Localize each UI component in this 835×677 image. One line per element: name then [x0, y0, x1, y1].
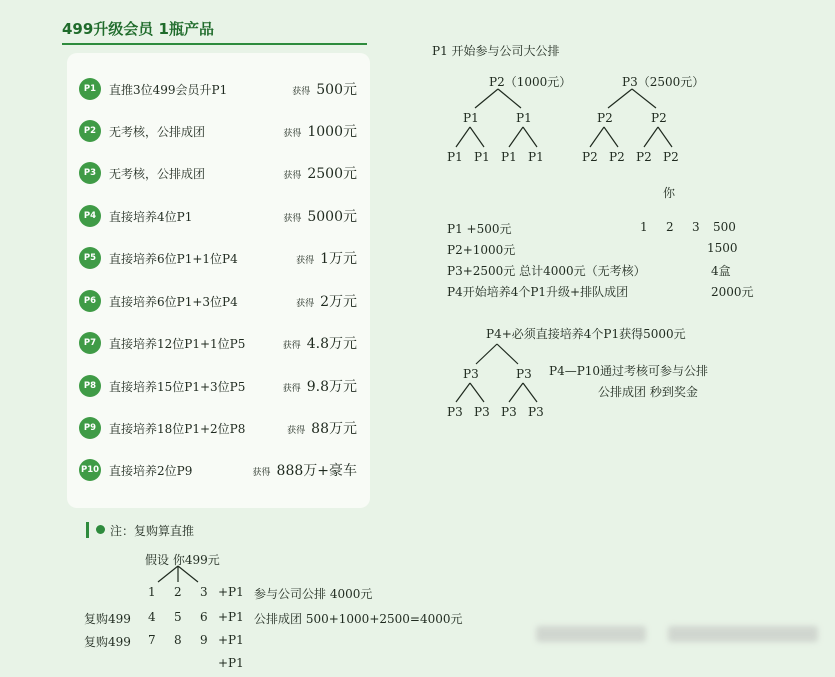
num-1: 1 [640, 220, 648, 234]
tree-a-leaf: P1 [501, 150, 517, 164]
page-title: 499升级会员 1瓶产品 [62, 20, 214, 38]
line-p2: P2+1000元 [447, 243, 516, 257]
level-description: 直接培养18位P1+2位P8 [109, 422, 246, 436]
reward-amount: 2500元 [307, 166, 357, 182]
num-2: 2 [666, 220, 674, 234]
plus-p1: +P1 [218, 610, 244, 624]
n5: 5 [174, 610, 182, 624]
level-description: 无考核，公排成团 [109, 167, 206, 181]
reward-label: 获得 [287, 426, 306, 436]
reward-label: 获得 [283, 214, 302, 224]
plus-p1: +P1 [218, 656, 244, 670]
p4-heading: P4+必须直接培养4个P1获得5000元 [486, 327, 686, 341]
reward-label: 获得 [296, 256, 315, 266]
level-badge: P1 [79, 78, 101, 100]
reward-label: 获得 [283, 129, 302, 139]
level-badge: P2 [79, 120, 101, 142]
level-description: 直接培养2位P9 [109, 464, 193, 478]
level-badge: P8 [79, 375, 101, 397]
level-description: 直推3位499会员升P1 [109, 83, 228, 97]
value-1: 500 [713, 220, 736, 234]
tree-a-leaf: P1 [474, 150, 490, 164]
n3: 3 [200, 585, 208, 599]
watermark-blur [668, 626, 818, 642]
reward-amount: 1万元 [320, 251, 357, 267]
right-heading: P1 开始参与公司大公排 [432, 44, 560, 58]
value-3: 4盒 [711, 264, 731, 278]
tree-b-leaf: P2 [582, 150, 598, 164]
n4: 4 [148, 610, 156, 624]
num-3: 3 [692, 220, 700, 234]
watermark-blur [536, 626, 646, 642]
reward-label: 获得 [282, 341, 301, 351]
level-badge: P4 [79, 205, 101, 227]
reward-amount: 5000元 [307, 209, 357, 225]
you-label: 你 [663, 186, 676, 200]
tree-a-leaf: P1 [447, 150, 463, 164]
tree-c-leaf: P3 [474, 405, 490, 419]
plus-p1: +P1 [218, 633, 244, 647]
n7: 7 [148, 633, 156, 647]
reward-label: 获得 [252, 468, 271, 478]
n1: 1 [148, 585, 156, 599]
reward-amount: 88万元 [311, 421, 357, 437]
level-badge: P10 [79, 459, 101, 481]
value-2: 1500 [707, 241, 738, 255]
p4-note-2: 公排成团 秒到奖金 [598, 385, 698, 399]
assume-text: 假设 你499元 [145, 553, 220, 567]
n8: 8 [174, 633, 182, 647]
n9: 9 [200, 633, 208, 647]
reward-label: 获得 [283, 171, 302, 181]
reward-amount: 1000元 [307, 124, 357, 140]
level-description: 直接培养6位P1+3位P4 [109, 295, 238, 309]
level-description: 直接培养15位P1+3位P5 [109, 380, 246, 394]
reward-amount: 2万元 [320, 294, 357, 310]
line-p1: P1 +500元 [447, 222, 512, 236]
level-badge: P6 [79, 290, 101, 312]
level-description: 无考核，公排成团 [109, 125, 206, 139]
tree-c-node: P3 [463, 367, 479, 381]
level-description: 直接培养4位P1 [109, 210, 193, 224]
repurchase-label: 复购499 [84, 612, 131, 626]
tree-b-leaf: P2 [636, 150, 652, 164]
tree-a-node: P1 [463, 111, 479, 125]
tree-a-leaf: P1 [528, 150, 544, 164]
plus-p1: +P1 [218, 585, 244, 599]
p4-note-1: P4—P10通过考核可参与公排 [549, 364, 709, 378]
row1-desc: 参与公司公排 4000元 [254, 587, 373, 601]
tree-b-leaf: P2 [609, 150, 625, 164]
reward-amount: 4.8万元 [306, 336, 357, 352]
reward-label: 获得 [282, 384, 301, 394]
line-p3: P3+2500元 总计4000元（无考核） [447, 264, 646, 278]
tree-b-node: P2 [651, 111, 667, 125]
level-description: 直接培养12位P1+1位P5 [109, 337, 246, 351]
reward-label: 获得 [292, 87, 311, 97]
level-description: 直接培养6位P1+1位P4 [109, 252, 238, 266]
n6: 6 [200, 610, 208, 624]
tree-c-leaf: P3 [528, 405, 544, 419]
tree-c-leaf: P3 [447, 405, 463, 419]
level-badge: P9 [79, 417, 101, 439]
note-text: 注：复购算直推 [110, 524, 195, 538]
tree-c-leaf: P3 [501, 405, 517, 419]
row2-desc: 公排成团 500+1000+2500=4000元 [254, 612, 463, 626]
tree-a-node: P1 [516, 111, 532, 125]
reward-amount: 888万+豪车 [276, 463, 357, 479]
reward-label: 获得 [296, 299, 315, 309]
tree-a-root: P2（1000元） [489, 75, 572, 89]
level-badge: P7 [79, 332, 101, 354]
tree-b-leaf: P2 [663, 150, 679, 164]
tree-b-root: P3（2500元） [622, 75, 705, 89]
value-4: 2000元 [711, 285, 754, 299]
level-badge: P5 [79, 247, 101, 269]
repurchase-label: 复购499 [84, 635, 131, 649]
line-p4: P4开始培养4个P1升级+排队成团 [447, 285, 629, 299]
reward-amount: 9.8万元 [306, 379, 357, 395]
reward-amount: 500元 [316, 82, 357, 98]
level-badge: P3 [79, 162, 101, 184]
n2: 2 [174, 585, 182, 599]
tree-c-node: P3 [516, 367, 532, 381]
tree-b-node: P2 [597, 111, 613, 125]
